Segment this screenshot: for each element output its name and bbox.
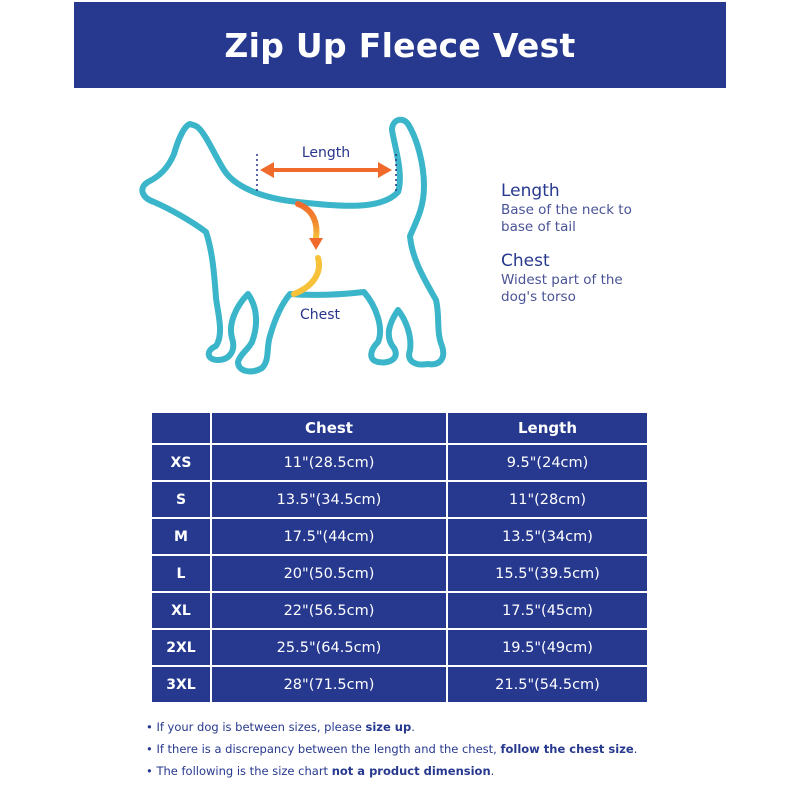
chest-cell: 20"(50.5cm) <box>211 555 447 592</box>
note-text: • The following is the size chart <box>146 764 332 778</box>
size-cell: 2XL <box>151 629 211 666</box>
chest-cell: 11"(28.5cm) <box>211 444 447 481</box>
chest-cell: 25.5"(64.5cm) <box>211 629 447 666</box>
table-row <box>151 555 648 592</box>
note-text: • If your dog is between sizes, please <box>146 720 366 734</box>
note-item <box>146 738 637 760</box>
size-cell: XS <box>151 444 211 481</box>
length-cell: 11"(28cm) <box>447 481 648 518</box>
note-emphasis: follow the chest size <box>500 742 634 756</box>
chest-cell: 17.5"(44cm) <box>211 518 447 555</box>
table-row <box>151 481 648 518</box>
header-size <box>151 412 211 444</box>
table-row <box>151 518 648 555</box>
note-item <box>146 716 637 738</box>
size-cell: XL <box>151 592 211 629</box>
chest-cell: 22"(56.5cm) <box>211 592 447 629</box>
measurement-legend <box>501 180 701 320</box>
note-end: . <box>411 720 415 734</box>
chest-arrow-icon <box>294 204 323 294</box>
diagram-chest-label: Chest <box>299 307 341 323</box>
length-cell: 13.5"(34cm) <box>447 518 648 555</box>
note-emphasis: size up <box>365 720 412 734</box>
page-title: Zip Up Fleece Vest <box>224 25 576 65</box>
table-row <box>151 629 648 666</box>
table-row <box>151 666 648 703</box>
length-cell: 21.5"(54.5cm) <box>447 666 648 703</box>
legend-term-length: Length <box>501 181 560 201</box>
header-length: Length <box>447 412 648 444</box>
size-notes <box>146 716 637 782</box>
note-item <box>146 760 637 782</box>
note-end: . <box>490 764 495 778</box>
title-banner <box>74 2 726 88</box>
size-cell: 3XL <box>151 666 211 703</box>
length-cell: 9.5"(24cm) <box>447 444 648 481</box>
table-row <box>151 592 648 629</box>
diagram-length-label: Length <box>301 145 351 161</box>
legend-desc-chest: Widest part of the dog's torso <box>501 272 623 305</box>
dog-outline-icon <box>142 120 443 372</box>
length-cell: 19.5"(49cm) <box>447 629 648 666</box>
note-emphasis: not a product dimension <box>331 764 491 778</box>
legend-term-chest: Chest <box>501 251 550 271</box>
length-cell: 17.5"(45cm) <box>447 592 648 629</box>
length-cell: 15.5"(39.5cm) <box>447 555 648 592</box>
size-cell: L <box>151 555 211 592</box>
note-end: . <box>633 742 638 756</box>
size-cell: S <box>151 481 211 518</box>
chest-cell: 28"(71.5cm) <box>211 666 447 703</box>
note-text: • If there is a discrepancy between the length and the chest, <box>146 742 501 756</box>
header-chest: Chest <box>211 412 447 444</box>
dog-measurement-diagram <box>120 110 470 400</box>
size-chart-table <box>150 411 649 704</box>
legend-desc-length: Base of the neck to base of tail <box>501 202 632 235</box>
chest-cell: 13.5"(34.5cm) <box>211 481 447 518</box>
size-cell: M <box>151 518 211 555</box>
table-header-row <box>151 412 648 444</box>
table-row <box>151 444 648 481</box>
length-arrow-icon <box>260 162 392 178</box>
